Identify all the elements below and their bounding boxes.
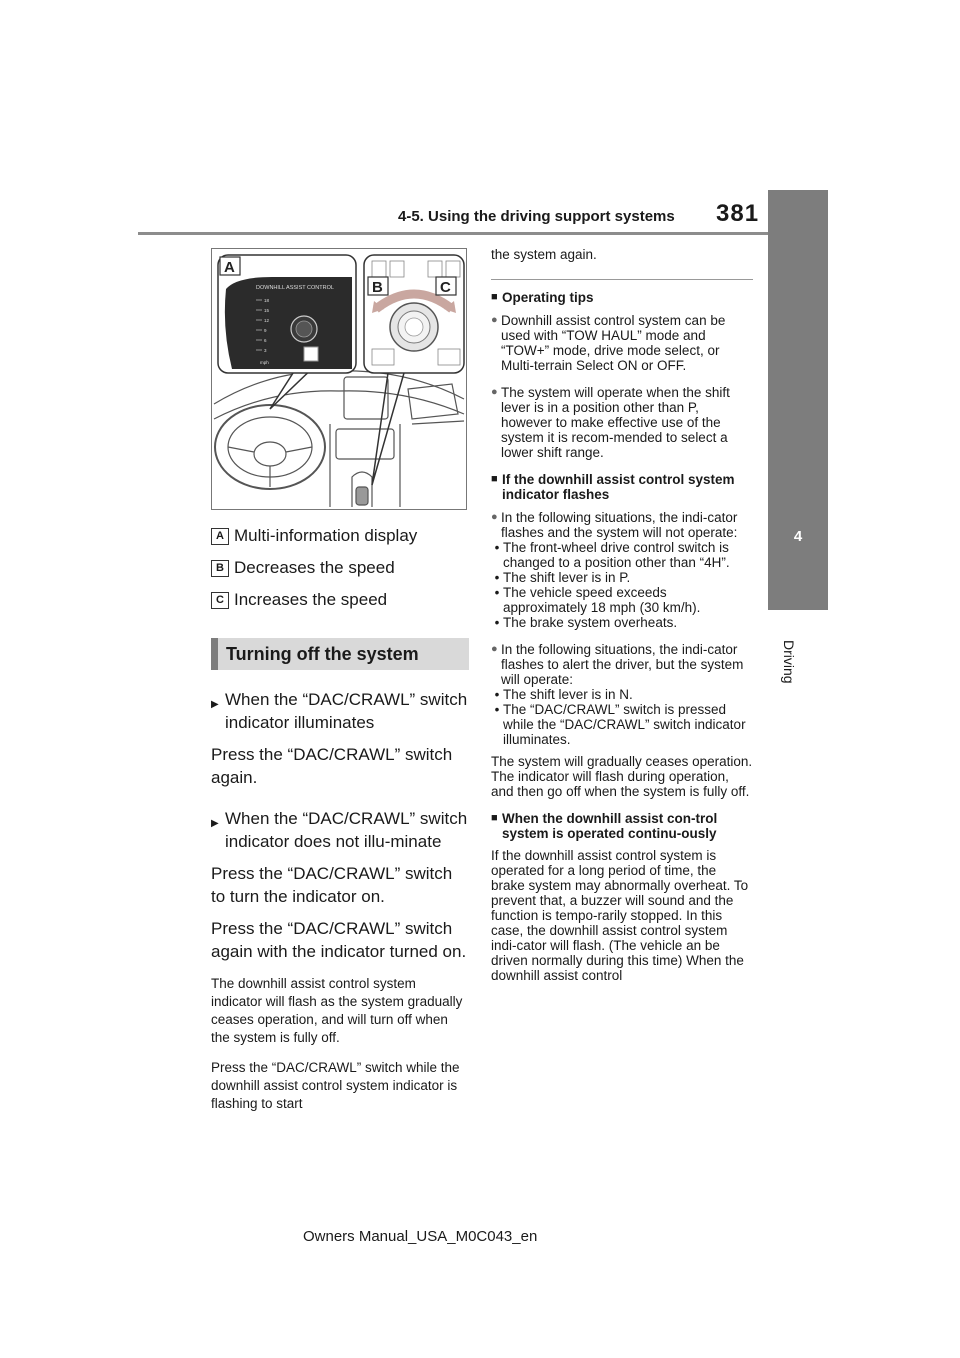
sub-bullet: • The “DAC/CRAWL” switch is pressed while the “DAC/CRAWL” switch indicator illuminates. xyxy=(491,702,753,747)
subheading-text: When the “DAC/CRAWL” switch indicator does not illu-minate xyxy=(225,809,468,851)
sub-bullet: • The vehicle speed exceeds approximately 18 mph (30 km/h). xyxy=(491,585,753,615)
legend-text: Multi-information display xyxy=(234,526,418,545)
square-bullet-icon: ■ xyxy=(491,291,498,303)
header-rule xyxy=(138,232,822,235)
legend-item xyxy=(211,552,469,584)
triangle-bullet-icon: ▶ xyxy=(211,818,219,829)
note-heading-text: If the downhill assist control system indicator flashes xyxy=(502,472,735,502)
paragraph: Press the “DAC/CRAWL” switch to turn the indicator on. xyxy=(211,864,453,906)
speed-tick: 18 xyxy=(264,298,270,303)
paragraph: the system again. xyxy=(491,247,597,262)
speed-tick: 12 xyxy=(264,318,270,323)
legend-text: Decreases the speed xyxy=(234,558,395,577)
subheading xyxy=(211,688,469,734)
legend-item xyxy=(211,520,469,552)
square-bullet-icon: ■ xyxy=(491,473,498,485)
sub-bullet-text: The brake system overheats. xyxy=(503,615,678,630)
sub-bullet: • The front-wheel drive control switch is changed to a position other than “4H”. xyxy=(491,540,753,570)
sub-bullet: • The shift lever is in P. xyxy=(494,570,631,585)
paragraph: The system will gradually ceases operation. The indicator will flash during operation, and then go off when the system is fully off. xyxy=(491,754,753,799)
triangle-bullet-icon: ▶ xyxy=(211,699,219,710)
paragraph: Press the “DAC/CRAWL” switch again with the indicator turned on. xyxy=(211,919,467,961)
right-column xyxy=(491,247,753,983)
left-column xyxy=(211,520,469,1113)
note-heading xyxy=(491,290,753,305)
callout-label-b: B xyxy=(372,279,383,296)
sub-bullet-text: The shift lever is in P. xyxy=(503,570,631,585)
callout-label-a: A xyxy=(224,259,235,276)
legend-item xyxy=(211,584,469,616)
chapter-number: 4 xyxy=(793,528,803,545)
footer-text: Owners Manual_USA_M0C043_en xyxy=(303,1228,538,1245)
speed-tick: 15 xyxy=(264,308,270,313)
note-heading-text: When the downhill assist con-trol system is operated continu-ously xyxy=(502,811,718,841)
note-heading-text: Operating tips xyxy=(502,290,594,305)
circle-bullet-icon: ● xyxy=(491,314,498,326)
screen-title: DOWNHILL ASSIST CONTROL xyxy=(256,285,334,291)
divider xyxy=(491,279,753,280)
speed-tick: 9 xyxy=(264,328,267,333)
section-heading: Turning off the system xyxy=(211,638,469,670)
circle-bullet-icon: ● xyxy=(491,511,498,523)
list-item-text: In the following situations, the indi-cator flashes to alert the driver, but the system will operate: xyxy=(501,642,744,687)
chapter-tab xyxy=(768,190,828,610)
list-item-text: The system will operate when the shift lever is in a position other than P, however to make effective use of the system it is recom-mended to select a lower shift range. xyxy=(501,385,730,460)
legend-key: A xyxy=(211,528,229,545)
chapter-label: Driving xyxy=(781,640,797,684)
note-heading xyxy=(491,472,753,502)
square-bullet-icon: ■ xyxy=(491,812,498,824)
list-item xyxy=(491,385,753,460)
sub-bullet-text: The vehicle speed exceeds approximately 18 mph (30 km/h). xyxy=(503,585,701,615)
list-item xyxy=(491,642,753,747)
section-title: 4-5. Using the driving support systems xyxy=(398,208,675,225)
sub-bullet-text: The front-wheel drive control switch is changed to a position other than “4H”. xyxy=(503,540,730,570)
sub-bullet-text: The shift lever is in N. xyxy=(503,687,633,702)
page-number: 381 xyxy=(716,200,760,227)
circle-bullet-icon: ● xyxy=(491,643,498,655)
dashboard-drawing xyxy=(212,249,466,509)
dac-illustration xyxy=(211,248,467,510)
note-paragraph: The downhill assist control system indicator will flash as the system gradually ceases operation, and will turn off when the system is fully off. xyxy=(211,976,463,1045)
legend-key: C xyxy=(211,592,229,609)
sub-bullet: • The brake system overheats. xyxy=(494,615,678,630)
speed-unit: mph xyxy=(260,360,269,365)
list-item xyxy=(491,313,753,373)
note-heading xyxy=(491,811,753,841)
note-paragraph: Press the “DAC/CRAWL” switch while the downhill assist control system indicator is flashing to start xyxy=(211,1060,460,1111)
paragraph: Press the “DAC/CRAWL” switch again. xyxy=(211,745,453,787)
speed-tick: 6 xyxy=(264,338,267,343)
sub-bullet: • The shift lever is in N. xyxy=(494,687,633,702)
list-item-text: In the following situations, the indi-cator flashes and the system will not operate: xyxy=(501,510,738,540)
callout-label-c: C xyxy=(440,279,451,296)
list-item xyxy=(491,510,753,630)
subheading xyxy=(211,807,469,853)
subheading-text: When the “DAC/CRAWL” switch indicator illuminates xyxy=(225,690,468,732)
speed-tick: 3 xyxy=(264,348,267,353)
legend-key: B xyxy=(211,560,229,577)
legend-text: Increases the speed xyxy=(234,590,388,609)
circle-bullet-icon: ● xyxy=(491,386,498,398)
list-item-text: Downhill assist control system can be used with “TOW HAUL” mode and “TOW+” mode, drive mode select, or Multi-terrain Select ON or OFF. xyxy=(501,313,726,373)
paragraph: If the downhill assist control system is operated for a long period of time, the brake system may abnormally overheat. To prevent that, a buzzer will sound and the function is tempo-rarily stopped. In this case, the downhill assist control system indi-cator will flash. (The vehicle an be driven normally during this time) When the downhill assist control xyxy=(491,848,749,983)
sub-bullet-text: The “DAC/CRAWL” switch is pressed while the “DAC/CRAWL” switch indicator illuminates. xyxy=(503,702,746,747)
